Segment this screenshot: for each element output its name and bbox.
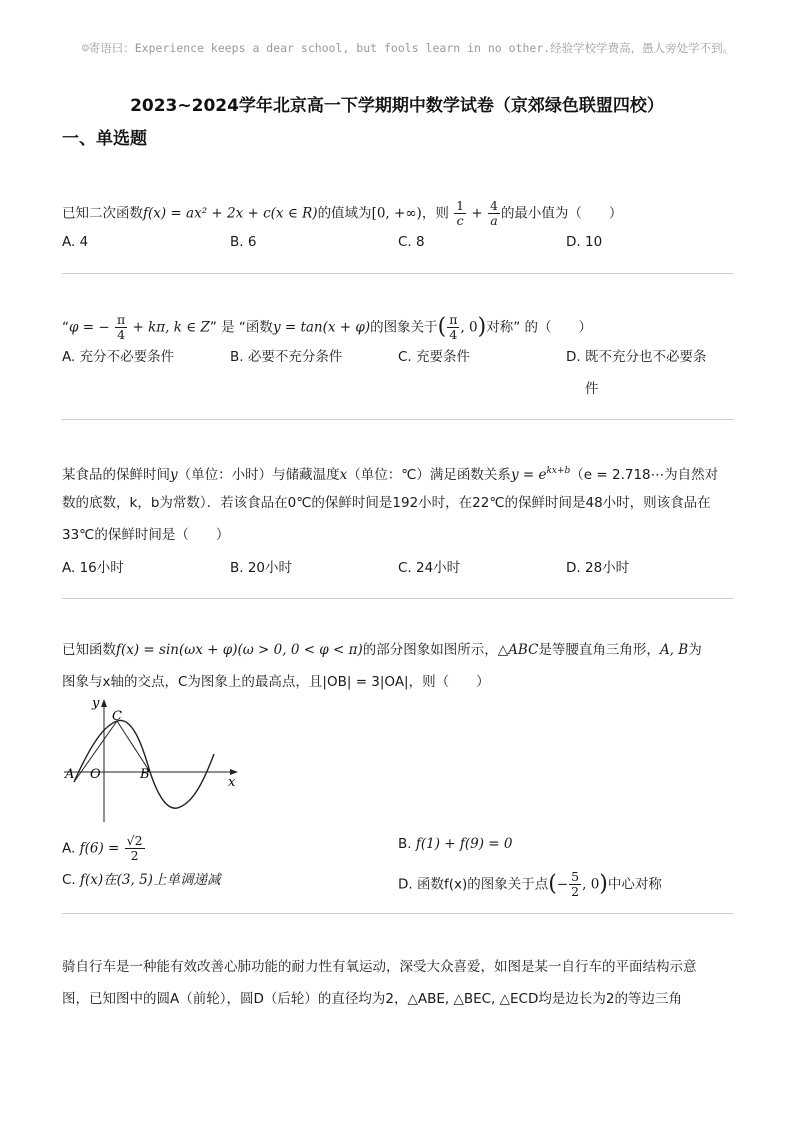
section-heading: 一、单选题 <box>62 129 147 149</box>
divider <box>62 273 734 274</box>
question-1-option-b[interactable]: B. 6 <box>230 234 257 250</box>
question-3-option-d[interactable]: D. 28小时 <box>566 560 630 576</box>
question-3-line-2: 数的底数，k，b为常数）．若该食品在0℃的保鲜时间是192小时，在22℃的保鲜时间是48小时，则该食品在 <box>62 495 711 511</box>
motto: ☺寄语曰：Experience keeps a dear school, but fools learn in no other.经验学校学费高，愚人旁处学不到。 <box>81 41 735 55</box>
graph-label-a: A <box>65 767 75 782</box>
page-title: 2023~2024学年北京高一下学期期中数学试卷（京郊绿色联盟四校） <box>130 96 664 116</box>
question-4-option-d[interactable]: D. 函数f(x)的图象关于点(− $\frac{5}{2}$ , 0)中心对称 <box>398 869 662 899</box>
question-1-option-d[interactable]: D. 10 <box>566 234 603 250</box>
divider <box>62 419 734 420</box>
fraction-4-over-a: $\frac{4}{a}$ <box>489 198 498 228</box>
question-2-stem: “φ = − $\frac{\pi}{4}$ + kπ, k ∈ Z” 是 “函数y = tan(x + φ)的图象关于( $\frac{\pi}{4}$ , 0)对称” 的（ ） <box>62 312 592 342</box>
question-1-option-c[interactable]: C. 8 <box>398 234 425 250</box>
question-2-option-b[interactable]: B. 必要不充分条件 <box>230 349 343 365</box>
question-4-line-2: 图象与x轴的交点，C为图象上的最高点，且|OB| = 3|OA|，则（ ） <box>62 674 490 690</box>
question-4-option-a[interactable]: A. f(6) = $\frac{√2}{2}$ <box>62 833 143 863</box>
question-5-line-2: 图，已知图中的圆A（前轮），圆D（后轮）的直径均为2，△ABE, △BEC, △ECD均是边长为2的等边三角 <box>62 991 682 1007</box>
question-3-option-a[interactable]: A. 16小时 <box>62 560 124 576</box>
question-4-option-b[interactable]: B. f(1) + f(9) = 0 <box>398 836 513 852</box>
question-3-option-c[interactable]: C. 24小时 <box>398 560 461 576</box>
divider <box>62 913 734 914</box>
question-1-stem: 已知二次函数f(x) = ax² + 2x + c(x ∈ R)的值域为[0, +∞)，则 $\frac{1}{c}$ + $\frac{4}{a}$ 的最小值为（ ） <box>62 198 623 228</box>
question-2-option-d[interactable]: D. 既不充分也不必要条 <box>566 349 707 365</box>
fraction-5-over-2: $\frac{5}{2}$ <box>571 869 580 899</box>
question-3-line-1: 某食品的保鲜时间y（单位：小时）与储藏温度x（单位：℃）满足函数关系$y = e^{kx+b}(e$ = 2.718⋯为自然对 <box>62 466 719 483</box>
question-2-option-d-wrap: 件 <box>585 381 599 397</box>
question-2-option-c[interactable]: C. 充要条件 <box>398 349 471 365</box>
graph-label-b: B <box>140 767 150 782</box>
graph-label-y: y <box>92 696 100 711</box>
graph-label-x: x <box>228 775 236 790</box>
fraction-pi-over-4: $\frac{\pi}{4}$ <box>116 312 126 342</box>
fraction-1-over-c: $\frac{1}{c}$ <box>456 198 465 228</box>
fraction-root2-over-2: $\frac{√2}{2}$ <box>126 833 143 863</box>
question-1-option-a[interactable]: A. 4 <box>62 234 89 250</box>
question-4-graph <box>62 694 242 826</box>
graph-label-o: O <box>90 767 101 782</box>
question-3-option-b[interactable]: B. 20小时 <box>230 560 293 576</box>
graph-label-c: C <box>112 709 122 724</box>
divider <box>62 598 734 599</box>
question-4-option-c[interactable]: C. f(x)在(3, 5)上单调递减 <box>62 872 221 888</box>
question-2-option-a[interactable]: A. 充分不必要条件 <box>62 349 175 365</box>
question-3-line-3: 33℃的保鲜时间是（ ） <box>62 527 230 543</box>
question-4-line-1: 已知函数f(x) = sin(ωx + φ)(ω > 0, 0 < φ < π)的部分图象如图所示，△ABC是等腰直角三角形，A, B为 <box>62 642 702 658</box>
point-pi-over-4: $\frac{\pi}{4}$ <box>449 312 458 342</box>
question-5-line-1: 骑自行车是一种能有效改善心肺功能的耐力性有氧运动，深受大众喜爱，如图是某一自行车的平面结构示意 <box>62 959 697 975</box>
